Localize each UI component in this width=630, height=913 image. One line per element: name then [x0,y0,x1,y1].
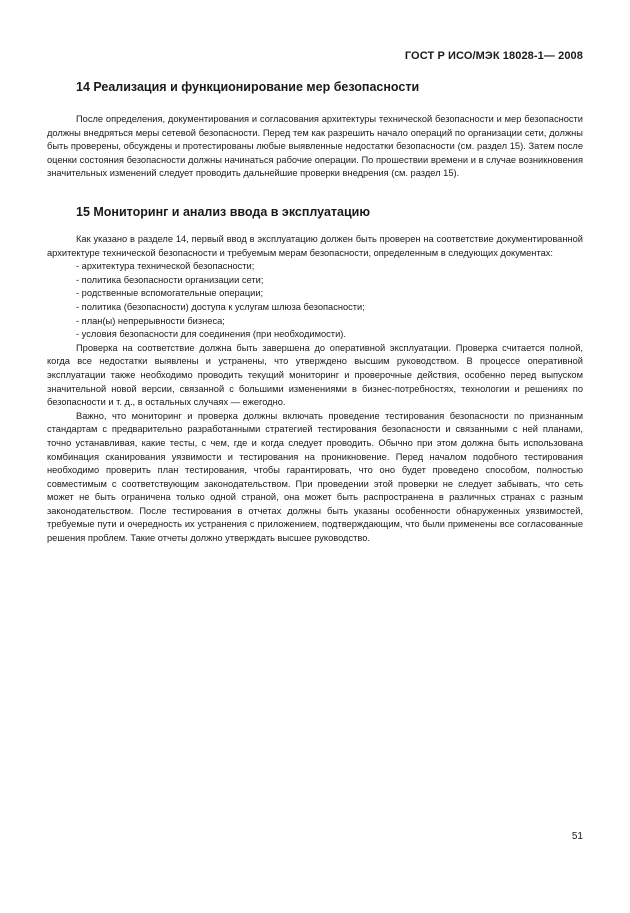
page-number: 51 [571,831,583,842]
section-14-paragraph: После определения, документирования и согласования архитектуры технической безопасности и мер безопасности должны внедряться меры сетевой безопасности. Перед тем как разрешить начало операций по организации сети, должны быть проверены, обсуждены и протестированы любые выявленные недостатки безопасности (см. раздел 15). Затем после оценки состояния безопасности должны начинаться рабочие операции. По прошествии времени и в случае возникновения значительных изменений следует проводить дальнейшие проверки внедрения (см. раздел 15). [47,114,583,179]
section-14-title: 14 Реализация и функционирование мер безопасности [76,80,420,94]
list-item: - архитектура технической безопасности; [76,261,255,272]
list-item: - политика (безопасности) доступа к услугам шлюза безопасности; [76,301,365,312]
list-item: - политика безопасности организации сети; [76,274,264,285]
required-documents-list [47,260,583,342]
list-item: - условия безопасности для соединения (при необходимости). [76,329,346,340]
section-15-body [47,233,583,546]
list-item: - родственные вспомогательные операции; [76,288,264,299]
list-item: - план(ы) непрерывности бизнеса; [76,315,225,326]
section-14-body [47,113,583,181]
section-15-paragraph-testing: Важно, что мониторинг и проверка должны включать проведение тестирования безопасности по признанным стандартам с предварительно разработанными стратегией тестирования безопасности и связанными с ней планами, точно устанавливая, какие тесты, с чем, где и когда следует проводить. Обычно при этом должна быть использована комбинация сканирования уязвимости и тестирования на проникновение. Перед началом подобного тестирования необходимо проверить план тестирования, чтобы гарантировать, что оно будет проведено способом, полностью совместимым с соответствующим законодательством. При проведении этой проверки не следует забывать, что сеть может не быть ограничена только одной страной, она может быть распространена в различных странах с разным законодательством. После тестирования в отчетах должны быть указаны особенности обнаруженных уязвимостей, требуемые пути и очередность их устранения с приложением, подтверждающим, что были применены все согласованные решения проблем. Такие отчеты должно утверждать высшее руководство. [47,410,583,544]
section-15-title: 15 Мониторинг и анализ ввода в эксплуатацию [76,205,371,219]
section-15-paragraph-verification: Проверка на соответствие должна быть завершена до оперативной эксплуатации. Проверка считается полной, когда все недостатки выявлены и устранены, что утверждено высшим руководством. В процессе оперативной эксплуатации также необходимо проводить текущий мониторинг и проверочные действия, особенно перед выпуском значительной новой версии, связанной с большими изменениями в бизнес-потребностях, технологии и решениях по безопасности и т. д., в остальных случаях — ежегодно. [47,342,583,408]
document-header-code: ГОСТ Р ИСО/МЭК 18028-1— 2008 [404,50,583,62]
section-15-intro: Как указано в разделе 14, первый ввод в эксплуатацию должен быть проверен на соответствие документированной архитектуре технической безопасности и требуемым мерам безопасности, определенным в следующих документах: [47,234,583,258]
